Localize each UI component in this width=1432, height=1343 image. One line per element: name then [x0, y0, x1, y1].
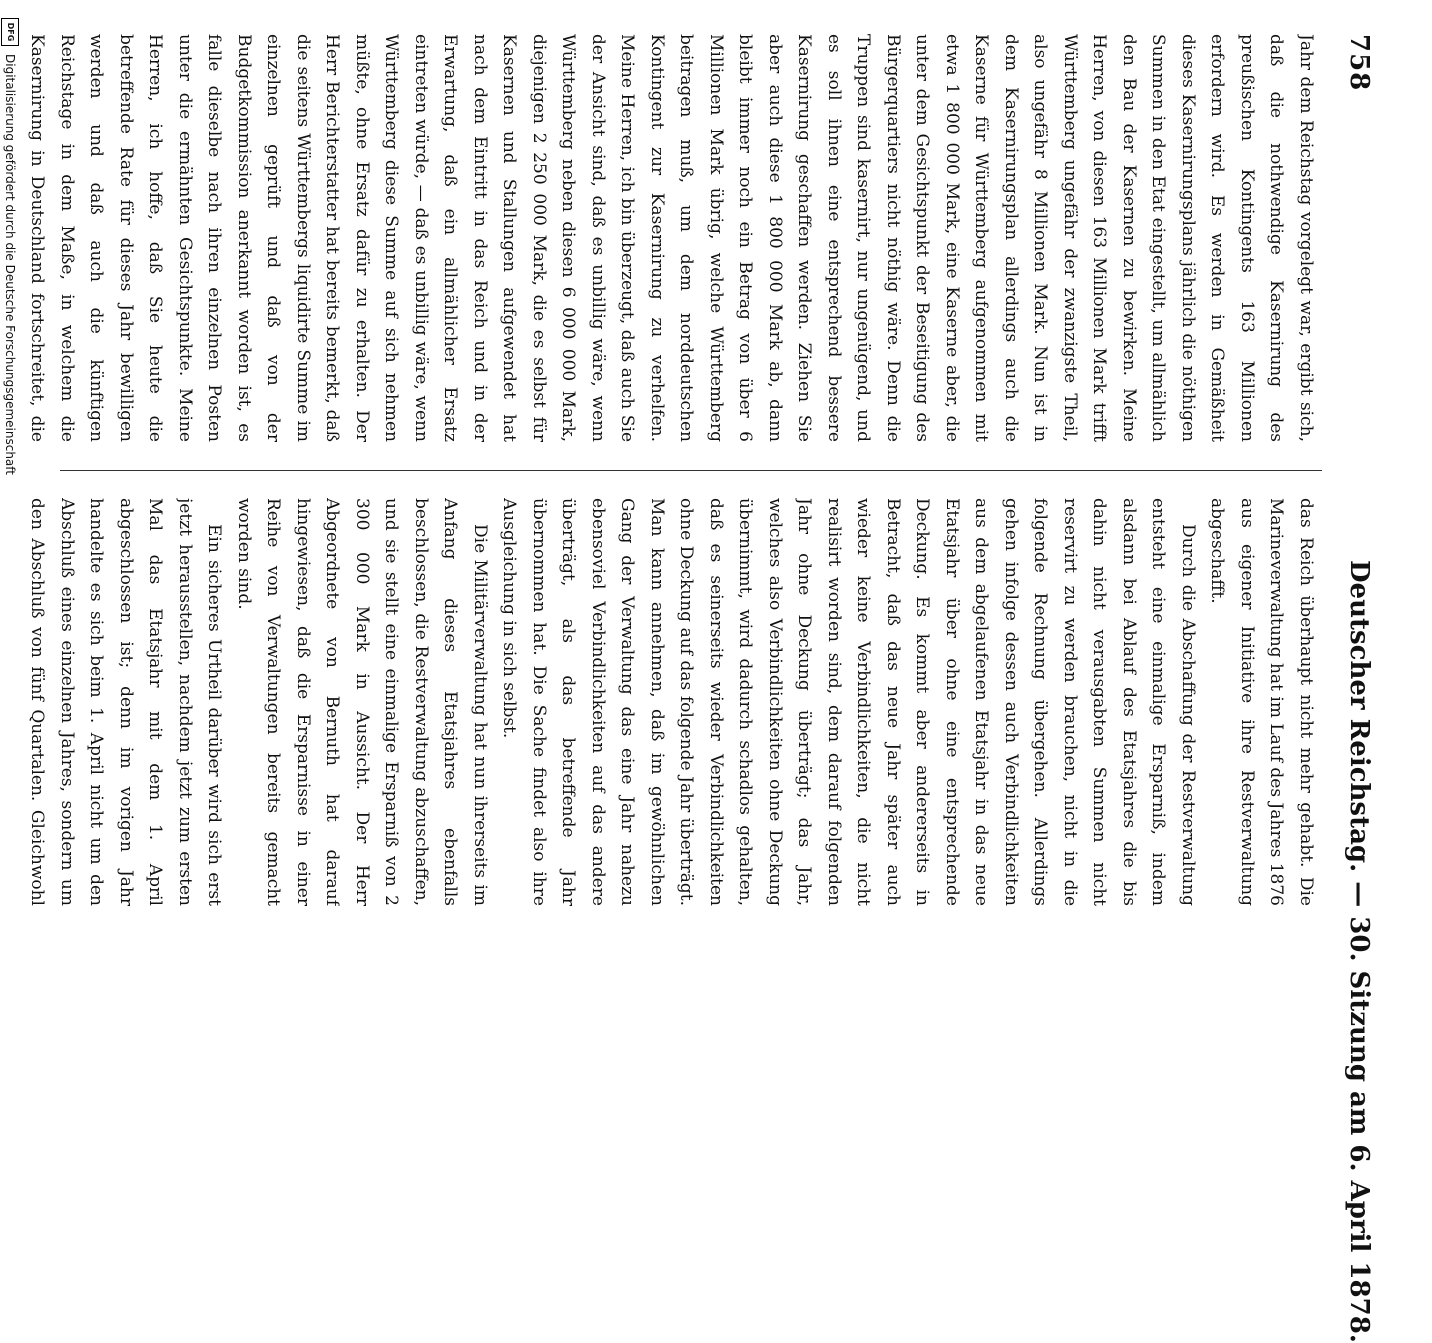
dfg-logo: DFG: [1, 18, 19, 46]
digitization-credit: Digitalisierung gefördert durch die Deutsche Forschungsgemeinschaft: [3, 54, 17, 476]
digitization-footer: [0, 0, 20, 1000]
left-paragraph-1: Jahr dem Reichstag vorgelegt war, ergibt sich, daß die nothwendige Kasernirung des preußischen Kontingents 163 Millionen erfordern wird. Es werden in Gemäßheit dieses Kasernirungsplans jährlich die nöthigen Summen in den Etat eingestellt, um allmählich den Bau der Kasernen zu bewirken. Meine Herren, von diesen 163 Millionen Mark trifft Württemberg ungefähr der zwanzigste Theil, also ungefähr 8 Millionen Mark. Nun ist in dem Kasernirungsplan allerdings auch die Kaserne für Württemberg aufgenommen mit etwa 1 800 000 Mark, eine Kaserne aber, die unter dem Gesichtspunkt der Beseitigung des Bürgerquartiers nicht nöthig wäre. Denn die Truppen sind kasernirt, nur ungenügend, und es soll ihnen eine entsprechend bessere Kasernirung geschaffen werden. Ziehen Sie aber auch diese 1 800 000 Mark ab, dann bleibt immer noch ein Betrag von über 6 Millionen Mark übrig, welche Württemberg beitragen muß, um dem norddeutschen Kontingent zur Kasernirung zu verhelfen. Meine Herren, ich bin überzeugt, daß auch Sie der Ansicht sind, daß es unbillig wäre, wenn Württemberg neben diesen 6 000 000 Mark, diejenigen 2 250 000 Mark, die es selbst für Kasernen und Stallungen aufgewendet hat nach dem Eintritt in das Reich und in der Erwartung, daß ein allmählicher Ersatz eintreten würde, — daß es unbillig wäre, wenn Württemberg diese Summe auf sich nehmen müßte, ohne Ersatz dafür zu erhalten. Der Herr Berichterstatter hat bereits bemerkt, daß die seitens Württembergs liquidirte Summe im einzelnen geprüft und daß von der Budgetkommission anerkannt worden ist, es falle dieselbe nach ihren einzelnen Posten unter die ermähnten Gesichtspunkte. Meine Herren, ich hoffe, daß Sie heute die betreffende Rate für dieses Jahr bewilligen werden und daß auch die künftigen Reichstage in dem Maße, in welchem die Kasernirung in Deutschland fortschreitet, die: [27, 34, 1316, 442]
column-divider: [60, 470, 1322, 471]
page-header: [1322, 0, 1432, 1343]
right-paragraph-2: Durch die Abschaffung der Restverwaltung entsteht eine einmalige Ersparniß, indem alsdann bei Ablauf des Etatsjahres die bis dahin nicht verausgabten Summen nicht reservirt zu werden brauchen, nicht in die folgende Rechnung übergehen. Allerdings gehen infolge dessen auch Verbindlichkeiten aus dem abgelaufenen Etatsjahr in das neue Etatsjahr über ohne eine entsprechende Deckung. Es kommt aber andererseits in Betracht, daß das neue Jahr später auch wieder keine Verbindlichkeiten, die nicht realisirt worden sind, dem darauf folgenden Jahr ohne Deckung überträgt; das Jahr, welches also Verbindlichkeiten ohne Deckung übernimmt, wird dadurch schadlos gehalten, daß es seinerseits wieder Verbindlichkeiten ohne Deckung auf das folgende Jahr überträgt. Man kann annehmen, daß im gewöhnlichen Gang der Verwaltung das eine Jahr nahezu ebensoviel Verbindlichkeiten auf das andere überträgt, als das betreffende Jahr übernommen hat. Die Sache findet also ihre Ausgleichung in sich selbst.: [499, 498, 1198, 906]
left-column: [20, 34, 1320, 442]
page-number: 758: [1344, 34, 1374, 92]
right-paragraph-3: Die Militärverwaltung hat nun ihrerseits im Anfang dieses Etatsjahres ebenfalls beschlossen, die Restverwaltung abzuschaffen, und sie stellt eine einmalige Ersparniß von 2 300 000 Mark in Aussicht. Der Herr Abgeordnete von Bernuth hat darauf hingewiesen, daß die Ersparnisse in einer Reihe von Verwaltungen bereits gemacht worden sind.: [234, 498, 490, 906]
right-paragraph-1: das Reich überhaupt nicht mehr gehabt. Die Marineverwaltung hat im Lauf des Jahres 1876 aus eigener Initiative ihre Restverwaltung abgeschafft.: [1207, 498, 1316, 906]
right-paragraph-4: Ein sicheres Urtheil darüber wird sich erst jetzt herausstellen, nachdem jetzt zum ersten Mal das Etatsjahr mit dem 1. April abgeschlossen ist; denn im vorigen Jahr handelte es sich beim 1. April nicht um den Abschluß eines einzelnen Jahres, sondern um den Abschluß von fünf Quartalen. Gleichwohl: [27, 498, 225, 906]
running-title: Deutscher Reichstag. — 30. Sitzung am 6. April 1878.: [1344, 560, 1374, 1343]
right-column: [20, 498, 1320, 906]
